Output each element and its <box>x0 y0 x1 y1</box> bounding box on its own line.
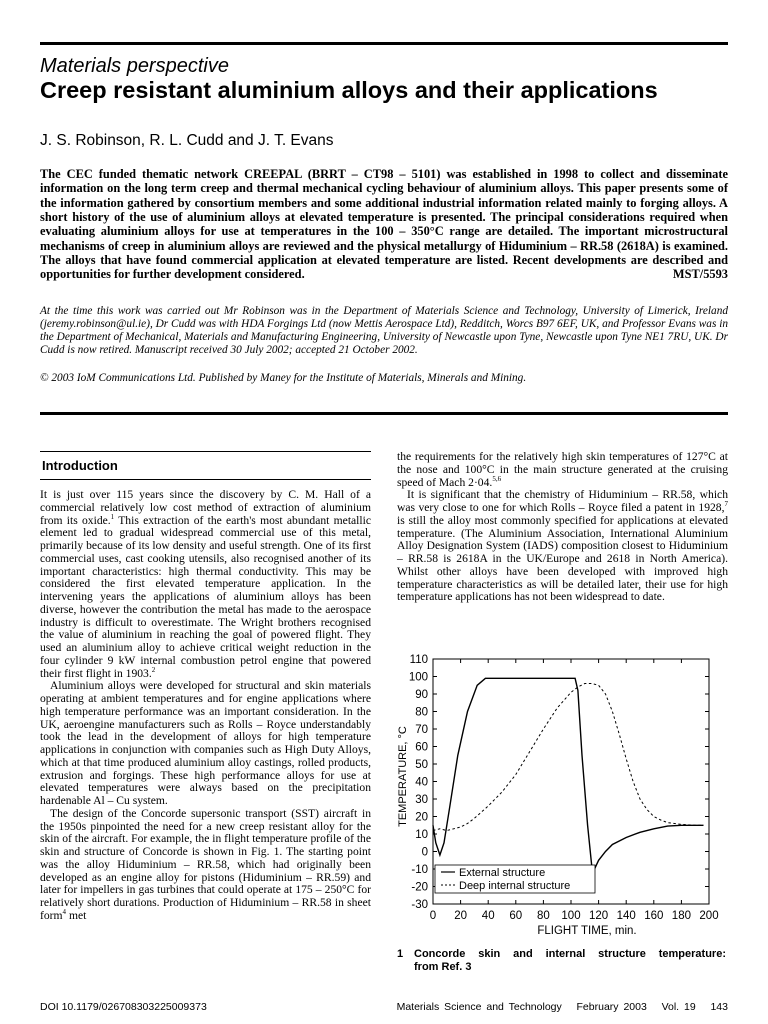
text-run: It is just over 115 years since the discovery by C. M. Hall of a commercial relatively low cost method of extraction of aluminium from its oxide. <box>40 488 371 527</box>
y-tick-label: -30 <box>411 899 428 911</box>
x-tick-label: 140 <box>616 910 636 922</box>
y-tick-label: 80 <box>415 706 428 719</box>
y-tick-label: 40 <box>415 776 428 789</box>
y-tick-label: 10 <box>415 829 428 841</box>
x-tick-label: 120 <box>589 910 609 922</box>
x-tick-label: 20 <box>454 910 467 922</box>
text-run: met <box>66 908 87 922</box>
y-tick-label: 60 <box>415 741 428 754</box>
manuscript-code: MST/5593 <box>672 267 728 282</box>
x-tick-label: 100 <box>561 910 581 922</box>
legend-label: External structure <box>459 867 546 879</box>
article-title: Creep resistant aluminium alloys and their applications <box>40 77 658 103</box>
body-column-right <box>397 451 728 604</box>
paragraph <box>397 489 728 604</box>
section-heading-introduction: Introduction <box>42 458 118 473</box>
body-column-left <box>40 489 371 923</box>
figure-number: 1 <box>397 948 404 960</box>
paragraph <box>40 808 371 923</box>
legend-label: Deep internal structure <box>459 880 571 892</box>
y-tick-label: -20 <box>411 881 428 894</box>
x-tick-label: 160 <box>644 910 664 922</box>
author-affiliations: At the time this work was carried out Mr Robinson was in the Department of Materials Science and Technology, University of Limerick, Ireland (jeremy.robinson@ul.ie), Dr Cudd was with HDA Forgings Ltd (now Mettis Aerospace Ltd), Redditch, Worcs B97 6EF, UK, and Professor Evans was in the Department of Mechanical, Materials and Manufacturing Engineering, University of Newcastle upon Tyne, Newcastle upon Tyne NE1 7RU, UK. Dr Cudd is now retired. Manuscript received 30 July 2002; accepted 21 October 2002. <box>40 305 728 356</box>
section-heading-rule-bottom <box>40 479 371 480</box>
journal-volume: Vol. 19 <box>661 1001 696 1013</box>
x-tick-label: 80 <box>537 910 550 922</box>
y-tick-label: 50 <box>415 759 428 771</box>
y-tick-label: 70 <box>415 724 428 736</box>
text-run: is still the alloy most commonly specified for applications at elevated temperature. (The Aluminium Association, International Aluminium Alloy Designation System (IADS) composition closest to Hiduminium – RR.58 is 2618A in the UK/Europe and 2618 in North America). Whilst other alloys have been developed with improved high temperature characteristics as will be detailed later, their use for high temperature applications has not been widespread to date. <box>397 513 728 604</box>
section-heading-rule-top <box>40 451 371 452</box>
y-tick-label: 20 <box>415 811 428 824</box>
series-line-external <box>433 678 704 869</box>
x-tick-label: 40 <box>481 910 495 922</box>
y-tick-label: 0 <box>421 846 428 859</box>
paragraph: Aluminium alloys were developed for structural and skin materials operating at ambient temperatures and for engine applications where high temperature performance was an important consideration. In the UK, aeroengine manufacturers such as Rolls – Royce understandably took the lead in the development of alloys for high temperature applications in conjunction with companies such as High Duty Alloys, which at that time produced aluminium alloy castings, rolled products, extrusion and forgings. These high performance alloys for use at elevated temperatures were always based on the precipitation hardenable Al – Cu system. <box>40 679 371 807</box>
figure-1-caption <box>397 948 728 974</box>
series-line-internal <box>433 684 704 831</box>
y-tick-label: -10 <box>411 864 428 876</box>
reference-marker[interactable]: 4 <box>62 907 67 916</box>
abstract-text: The CEC funded thematic network CREEPAL (BRRT – CT98 – 5101) was established in 1998 to collect and disseminate information on the long term creep and thermal mechanical cycling behaviour of aluminium alloys. This paper presents some of the information gathered by consortium members and some additional industrial information related mainly to forging alloys. A short history of the use of aluminium alloys at elevated temperature is presented. The principal considerations required when evaluating aluminium alloys for use at temperatures in the 100 – 350°C range are detailed. The important microstructural mechanisms of creep in aluminium alloys are reviewed and the physical metallurgy of Hiduminium – RR.58 (2618A) is examined. The alloys that have found commercial application at elevated temperature are listed. Recent developments are described and opportunities for further development considered. <box>40 167 728 282</box>
caption-line-2: from Ref. 3 <box>414 961 472 973</box>
reference-marker[interactable]: 5,6 <box>492 474 502 483</box>
reference-marker[interactable]: 7 <box>724 500 728 508</box>
figure-1-chart <box>397 648 728 944</box>
journal-name: Materials Science and Technology <box>396 1001 562 1013</box>
copyright-notice: © 2003 IoM Communications Ltd. Published by Maney for the Institute of Materials, Minerals and Mining. <box>40 372 527 384</box>
article-authors: J. S. Robinson, R. L. Cudd and J. T. Evans <box>40 132 334 149</box>
y-tick-label: 90 <box>415 689 428 701</box>
footer-doi[interactable]: DOI 10.1179/026708303225009373 <box>40 1001 207 1013</box>
article-kicker: Materials perspective <box>40 55 229 77</box>
text-run: the requirements for the relatively high skin temperatures of 127°C at the nose and 100°C in the main structure generated at the cruising speed of Mach 2·04. <box>397 450 728 489</box>
x-axis-label: FLIGHT TIME, min. <box>537 925 637 937</box>
y-axis-label: TEMPERATURE, °C <box>397 726 409 827</box>
caption-line-1: Concorde skin and internal structure temperature: <box>414 948 726 960</box>
paragraph <box>40 489 371 680</box>
page-number: 143 <box>710 1001 728 1013</box>
x-tick-label: 200 <box>699 910 719 922</box>
text-run: This extraction of the earth's most abundant metallic element led to gradual widespread commercial use of this metal, primarily because of its low density and useful strength. One of its first commercial uses, cast cooking utensils, also recognised another of its important characteristics: high thermal conductivity. This may be considered the first elevated temperature application. In the intervening years the applications of aluminium alloys has been diverse, however the contribution the metal has made to the aerospace industry is difficult to overestimate. The Wright brothers recognised the value of aluminium in reaching the goal of powered flight. They used an aluminium alloy to achieve critical weight reduction in the four cylinder 9 kW internal combustion petrol engine that powered their first flight in 1903. <box>40 513 371 680</box>
paragraph <box>397 451 728 489</box>
top-rule <box>40 42 728 45</box>
footer-journal-info <box>397 1001 728 1013</box>
header-separator-rule <box>40 412 728 415</box>
text-run: It is significant that the chemistry of Hiduminium – RR.58, which was very close to one for which Rolls – Royce filed a patent in 1928, <box>397 488 728 514</box>
x-tick-label: 180 <box>671 910 691 922</box>
reference-marker[interactable]: 2 <box>151 665 156 674</box>
journal-issue: February 2003 <box>576 1001 647 1013</box>
x-tick-label: 60 <box>509 910 523 922</box>
y-tick-label: 110 <box>409 654 428 666</box>
reference-marker[interactable]: 1 <box>110 512 115 521</box>
text-run: The design of the Concorde supersonic transport (SST) aircraft in the 1950s pinpointed the need for a new creep resistant alloy for the skin of the aircraft. For example, the in flight temperature profile of the skin and structure of Concorde is shown in Fig. 1. The starting point was the alloy Hiduminium – RR.58, which had originally been developed as an engine alloy for pistons (Hiduminium – RR.59) and later for impellers in gas turbines that could operate at 175 – 250°C for relatively short durations. Production of Hiduminium – RR.58 in sheet form <box>40 806 371 922</box>
x-tick-label: 0 <box>429 910 437 922</box>
abstract <box>40 167 728 282</box>
y-tick-label: 30 <box>415 794 428 806</box>
y-tick-label: 100 <box>408 671 428 684</box>
